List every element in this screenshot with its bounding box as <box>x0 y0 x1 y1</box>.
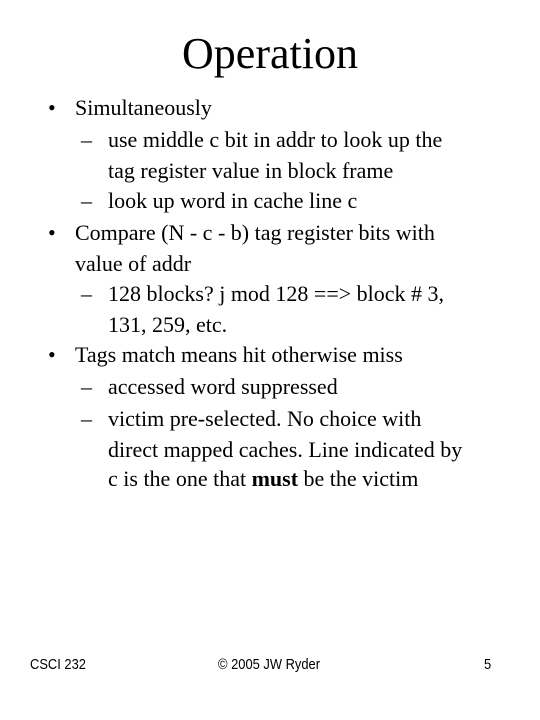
sub-bullet-text: accessed word suppressed <box>108 374 338 399</box>
bullet-marker: • <box>48 342 56 367</box>
bullet-item <box>48 217 518 278</box>
bullet-item <box>48 339 518 371</box>
footer-page-number: 5 <box>484 656 492 673</box>
slide-title: Operation <box>182 29 358 78</box>
sub-bullet-item <box>81 278 518 339</box>
sub-bullet-text: use middle c bit in addr to look up the <box>108 127 443 152</box>
sub-bullet-text: victim pre-selected. No choice with <box>108 406 422 431</box>
bullet-text: Tags match means hit otherwise miss <box>75 342 403 367</box>
sub-bullet-text-part: c is the one that <box>108 466 252 491</box>
sub-bullet-marker: – <box>81 374 92 399</box>
sub-bullet-text-cont: tag register value in block frame <box>108 158 394 183</box>
sub-bullet-marker: – <box>81 281 92 306</box>
sub-bullet-text-cont: 131, 259, etc. <box>108 312 228 337</box>
sub-bullet-text-part: be the victim <box>298 466 419 491</box>
slide-body <box>48 92 518 493</box>
sub-bullet-item <box>81 371 518 403</box>
bullet-marker: • <box>48 95 56 120</box>
sub-bullet-item <box>81 403 518 493</box>
sub-bullet-text: 128 blocks? j mod 128 ==> block # 3, <box>108 281 445 306</box>
bullet-marker: • <box>48 220 56 245</box>
sub-bullet-text-last <box>108 464 518 493</box>
bullet-item <box>48 92 518 124</box>
emphasis-word: must <box>251 466 299 491</box>
sub-bullet-item <box>81 124 518 185</box>
sub-bullet-item <box>81 185 518 217</box>
footer-copyright: © 2005 JW Ryder <box>218 656 320 673</box>
sub-bullet-text: look up word in cache line c <box>108 188 358 213</box>
sub-bullet-marker: – <box>81 127 92 152</box>
sub-bullet-marker: – <box>81 406 92 431</box>
footer-course: CSCI 232 <box>30 656 86 673</box>
bullet-text: Simultaneously <box>75 95 212 120</box>
bullet-text-cont: value of addr <box>75 251 192 276</box>
sub-bullet-marker: – <box>81 188 92 213</box>
sub-bullet-text-cont: direct mapped caches. Line indicated by <box>108 437 463 462</box>
bullet-text: Compare (N - c - b) tag register bits with <box>75 220 435 245</box>
